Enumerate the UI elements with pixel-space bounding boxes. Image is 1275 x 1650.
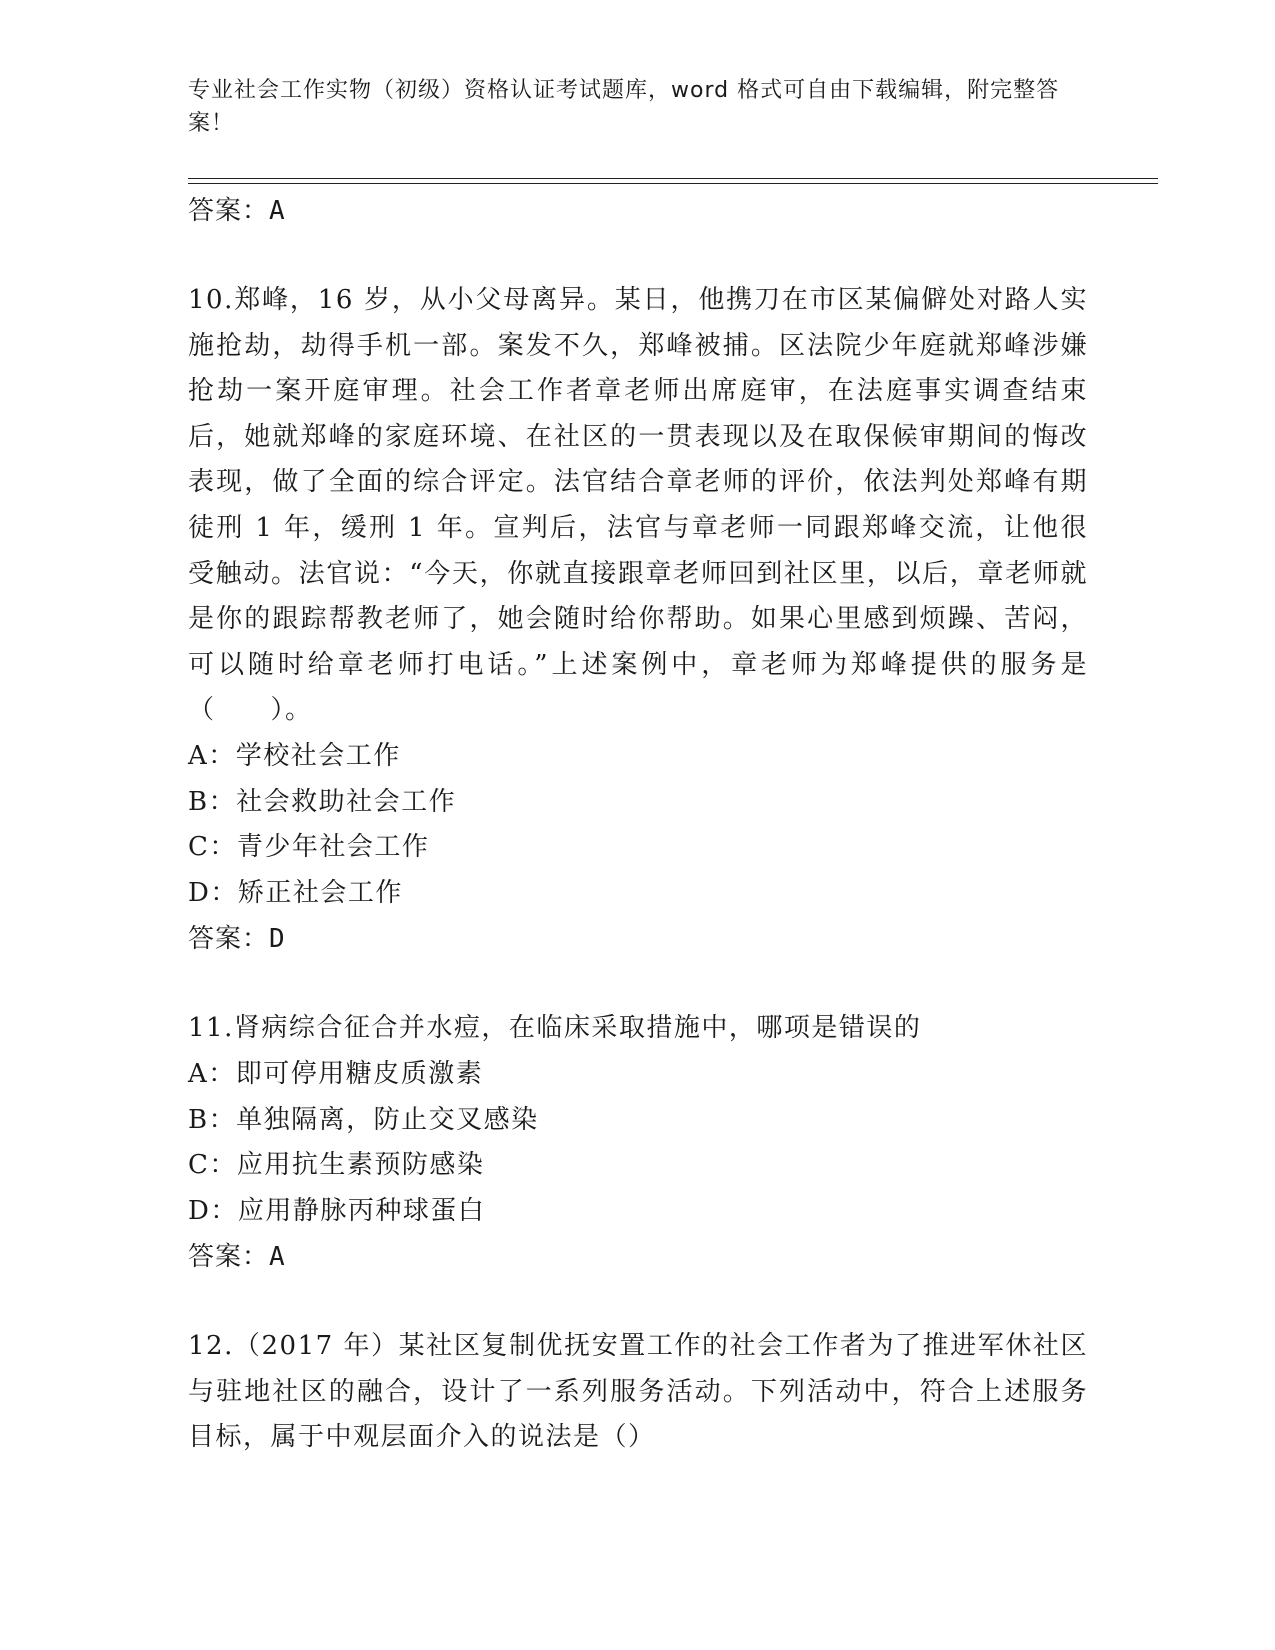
option-a: A：即可停用糖皮质激素 xyxy=(188,1058,484,1089)
spacer xyxy=(188,1280,1088,1324)
option-a: A：学校社会工作 xyxy=(188,740,401,771)
answer-line xyxy=(188,188,1088,234)
spacer xyxy=(188,962,1088,1006)
option-d: D：应用静脉丙种球蛋白 xyxy=(188,1195,486,1226)
question-text: 10.郑峰，16 岁，从小父母离异。某日，他携刀在市区某偏僻处对路人实施抢劫，劫得手机一部。案发不久，郑峰被捕。区法院少年庭就郑峰涉嫌抢劫一案开庭审理。社会工作者章老师出席庭审，在法庭事实调查结束后，她就郑峰的家庭环境、在社区的一贯表现以及在取保候审期间的悔改表现，做了全面的综合评定。法官结合章老师的评价，依法判处郑峰有期徒刑 1 年，缓刑 1 年。宣判后，法官与章老师一同跟郑峰交流，让他很受触动。法官说：“今天，你就直接跟章老师回到社区里，以后，章老师就是你的跟踪帮教老师了，她会随时给你帮助。如果心里感到烦躁、苦闷，可以随时给章老师打电话。”上述案例中，章老师为郑峰提供的服务是（ ）。 xyxy=(188,285,1088,726)
question-text: 11.肾病综合征合并水痘，在临床采取措施中，哪项是错误的 xyxy=(188,1013,922,1044)
question-text: 12.（2017 年）某社区复制优抚安置工作的社会工作者为了推进军休社区与驻地社区的融合，设计了一系列服务活动。下列活动中，符合上述服务目标，属于中观层面介入的说法是（） xyxy=(188,1331,1088,1453)
question-11 xyxy=(188,1006,1088,1280)
answer-value: D xyxy=(269,924,286,955)
header-title: 专业社会工作实物（初级）资格认证考试题库，word 格式可自由下载编辑，附完整答案！ xyxy=(188,78,1060,136)
page-header xyxy=(188,74,1068,140)
answer-line xyxy=(188,1234,1088,1280)
answer-label: 答案： xyxy=(188,1242,270,1273)
header-divider-secondary xyxy=(188,183,1158,184)
answer-value: A xyxy=(269,1242,286,1273)
answer-value: A xyxy=(269,196,286,226)
document-body xyxy=(188,188,1088,1461)
option-c: C：应用抗生素预防感染 xyxy=(188,1150,485,1181)
option-b: B：单独隔离，防止交叉感染 xyxy=(188,1104,539,1135)
answer-label: 答案： xyxy=(188,924,270,955)
option-c: C：青少年社会工作 xyxy=(188,832,430,863)
question-12 xyxy=(188,1324,1088,1461)
option-b: B：社会救助社会工作 xyxy=(188,786,457,817)
spacer xyxy=(188,234,1088,278)
header-divider xyxy=(188,178,1158,179)
answer-label: 答案： xyxy=(188,196,270,226)
answer-line xyxy=(188,916,1088,962)
question-10 xyxy=(188,278,1088,962)
option-d: D：矫正社会工作 xyxy=(188,877,403,908)
